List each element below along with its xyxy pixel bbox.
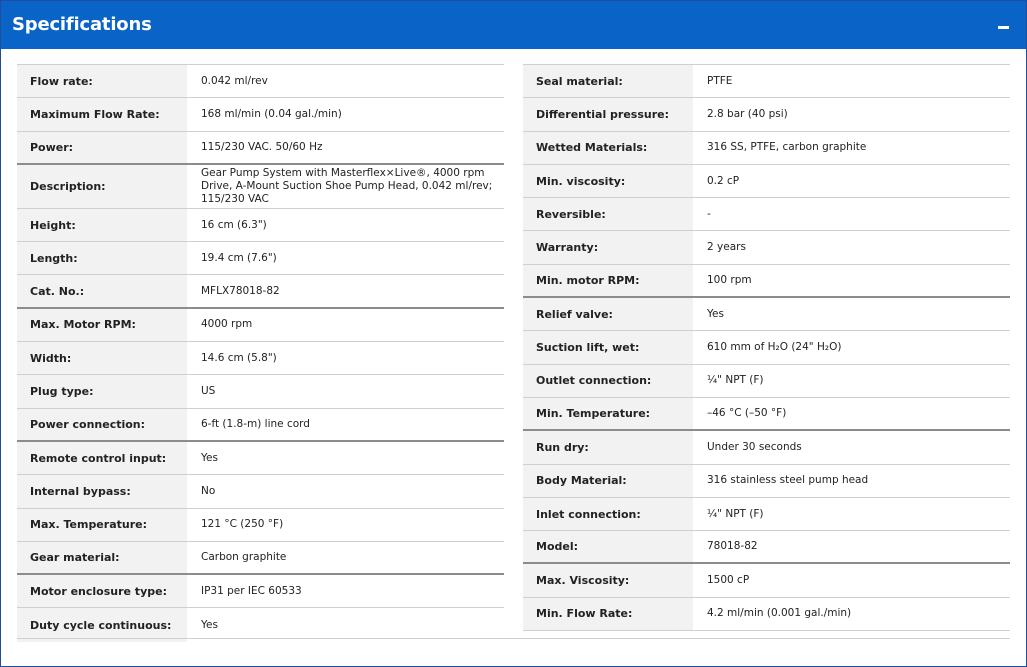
spec-value: ¼" NPT (F)	[707, 374, 764, 387]
spec-label: Relief valve:	[523, 298, 693, 330]
spec-value: Yes	[201, 451, 218, 464]
spec-label: Power connection:	[17, 409, 187, 440]
spec-value: 121 °C (250 °F)	[201, 518, 284, 531]
table-row	[17, 165, 504, 209]
table-row	[523, 465, 1010, 498]
spec-value: Under 30 seconds	[707, 440, 802, 453]
spec-value: 1500 cP	[707, 574, 750, 587]
spec-label: Run dry:	[523, 431, 693, 463]
spec-value: 78018-82	[707, 540, 758, 553]
spec-label: Duty cycle continuous:	[17, 608, 187, 641]
spec-label: Wetted Materials:	[523, 132, 693, 164]
spec-value: 100 rpm	[707, 273, 752, 286]
spec-label: Length:	[17, 242, 187, 274]
table-row	[523, 132, 1010, 165]
table-row	[523, 198, 1010, 231]
spec-value: 0.042 ml/rev	[201, 74, 268, 87]
spec-value: 2.8 bar (40 psi)	[707, 107, 788, 120]
spec-value: Gear Pump System with Masterflex×Live®, 4000 rpm Drive, A-Mount Suction Shoe Pump Head, 0.042 ml/rev; 115/230 VAC	[201, 166, 493, 205]
spec-label: Height:	[17, 209, 187, 241]
table-row	[523, 498, 1010, 531]
spec-label: Description:	[17, 165, 187, 208]
table-row	[17, 342, 504, 375]
table-bottom-divider	[17, 638, 1010, 639]
spec-label: Remote control input:	[17, 442, 187, 474]
table-row	[17, 375, 504, 408]
table-row	[523, 231, 1010, 264]
spec-label: Power:	[17, 132, 187, 163]
spec-label: Cat. No.:	[17, 275, 187, 306]
spec-value: 115/230 VAC. 50/60 Hz	[201, 140, 323, 153]
spec-value: 316 stainless steel pump head	[707, 474, 869, 487]
specifications-header[interactable]	[1, 1, 1026, 49]
spec-label: Min. viscosity:	[523, 165, 693, 197]
table-row	[17, 132, 504, 165]
spec-label: Suction lift, wet:	[523, 331, 693, 363]
table-row	[523, 65, 1010, 98]
spec-label: Maximum Flow Rate:	[17, 98, 187, 130]
table-row	[523, 331, 1010, 364]
spec-label: Flow rate:	[17, 65, 187, 97]
table-row	[523, 265, 1010, 298]
spec-value: –46 °C (–50 °F)	[707, 407, 787, 420]
spec-label: Min. motor RPM:	[523, 265, 693, 296]
spec-value: Yes	[201, 618, 218, 631]
table-row	[523, 298, 1010, 331]
table-row	[17, 98, 504, 131]
spec-value: 16 cm (6.3")	[201, 218, 267, 231]
spec-label: Reversible:	[523, 198, 693, 230]
spec-value: 2 years	[707, 241, 746, 254]
spec-label: Max. Viscosity:	[523, 564, 693, 596]
spec-value: 4.2 ml/min (0.001 gal./min)	[707, 607, 852, 620]
table-row	[17, 475, 504, 508]
spec-value: Carbon graphite	[201, 551, 287, 563]
spec-label: Width:	[17, 342, 187, 374]
table-row	[523, 598, 1010, 631]
table-row	[17, 509, 504, 542]
spec-value: -	[707, 207, 711, 220]
spec-label: Plug type:	[17, 375, 187, 407]
minus-icon	[998, 26, 1009, 29]
table-row	[17, 65, 504, 98]
spec-label: Warranty:	[523, 231, 693, 263]
table-row	[17, 575, 504, 608]
spec-label: Min. Temperature:	[523, 398, 693, 429]
spec-value: 4000 rpm	[201, 318, 253, 331]
spec-label: Gear material:	[17, 542, 187, 573]
spec-value: 168 ml/min (0.04 gal./min)	[201, 107, 342, 120]
spec-value: MFLX78018-82	[201, 284, 280, 297]
spec-value: US	[201, 385, 216, 398]
table-row	[17, 242, 504, 275]
table-row	[17, 275, 504, 308]
spec-label: Body Material:	[523, 465, 693, 497]
spec-label: Seal material:	[523, 65, 693, 97]
spec-label: Inlet connection:	[523, 498, 693, 530]
spec-label: Differential pressure:	[523, 98, 693, 130]
table-row	[523, 531, 1010, 564]
table-row	[523, 564, 1010, 597]
spec-value: IP31 per IEC 60533	[201, 584, 302, 597]
table-row	[17, 608, 504, 641]
spec-label: Min. Flow Rate:	[523, 598, 693, 630]
table-row	[17, 309, 504, 342]
spec-label: Internal bypass:	[17, 475, 187, 507]
spec-value: 19.4 cm (7.6")	[201, 251, 277, 264]
collapse-button[interactable]	[995, 15, 1015, 35]
spec-label: Motor enclosure type:	[17, 575, 187, 607]
spec-value: No	[201, 484, 216, 497]
spec-label: Max. Temperature:	[17, 509, 187, 541]
table-row	[523, 398, 1010, 431]
specs-table-right	[523, 64, 1010, 631]
spec-label: Max. Motor RPM:	[17, 309, 187, 341]
spec-label: Model:	[523, 531, 693, 562]
table-row	[523, 165, 1010, 198]
spec-value: ¼" NPT (F)	[707, 507, 764, 520]
table-row	[523, 365, 1010, 398]
table-row	[523, 431, 1010, 464]
table-row	[523, 98, 1010, 131]
spec-value: 14.6 cm (5.8")	[201, 351, 277, 364]
spec-value: 6-ft (1.8-m) line cord	[201, 417, 310, 430]
table-row	[17, 409, 504, 442]
specs-table-left	[17, 64, 504, 642]
spec-value: Yes	[707, 307, 724, 320]
table-row	[17, 442, 504, 475]
section-title: Specifications	[12, 14, 152, 35]
table-row	[17, 209, 504, 242]
spec-value: 610 mm of H₂O (24" H₂O)	[707, 341, 842, 354]
spec-value: 316 SS, PTFE, carbon graphite	[707, 141, 867, 154]
spec-label: Outlet connection:	[523, 365, 693, 397]
table-row	[17, 542, 504, 575]
spec-value: PTFE	[707, 74, 733, 87]
spec-value: 0.2 cP	[707, 174, 740, 187]
